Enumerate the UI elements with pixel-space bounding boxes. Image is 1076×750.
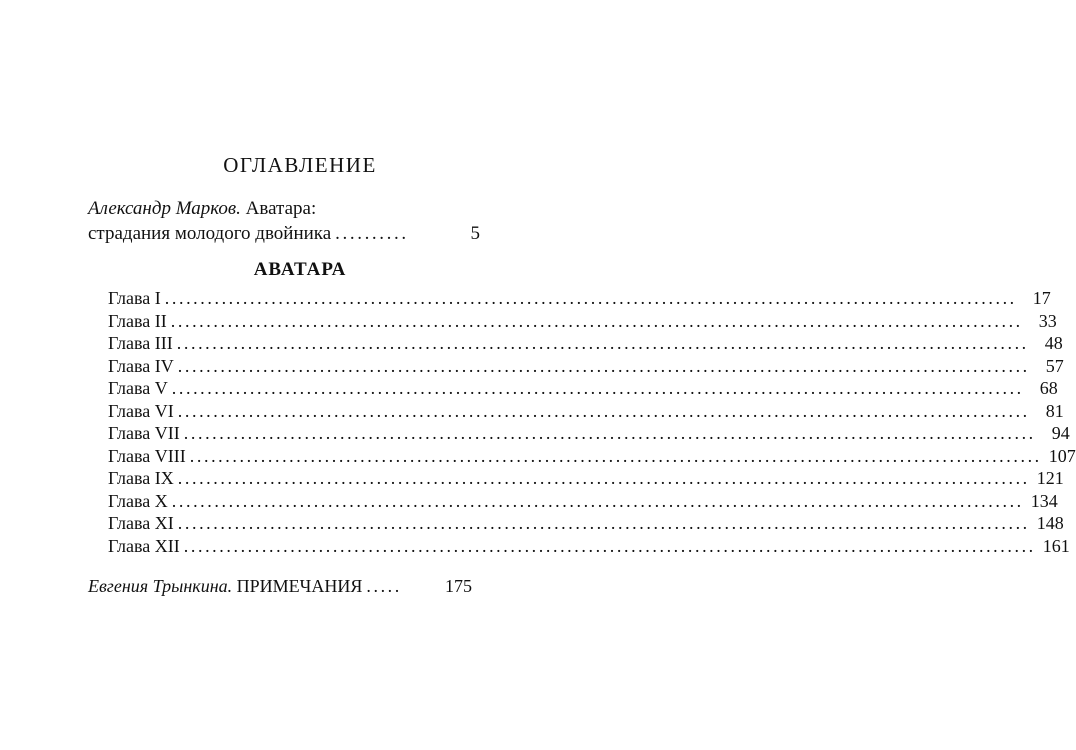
chapter-leader: ........................................................................................................................ — [171, 378, 1024, 398]
chapter-label: Глава II — [108, 310, 167, 331]
chapter-label: Глава VI — [108, 400, 174, 421]
toc-entry-intro — [88, 196, 480, 246]
chapter-label: Глава VII — [108, 423, 180, 443]
chapter-leader: ........................................................................................................................ — [177, 468, 1030, 488]
chapter-list — [108, 287, 1076, 557]
chapter-row — [108, 422, 1070, 445]
notes-title: ПРИМЕЧАНИЯ — [236, 576, 363, 596]
chapter-row — [108, 445, 1076, 468]
chapter-label: Глава VIII — [108, 445, 186, 466]
chapter-page-number: 81 — [1045, 400, 1064, 421]
chapter-label: Глава XII — [108, 535, 180, 556]
chapter-leader: ........................................................................................................................ — [171, 490, 1024, 511]
chapter-leader: ........................................................................................................................ — [177, 513, 1030, 533]
page-title: ОГЛАВЛЕНИЕ — [223, 153, 377, 177]
notes-author: Евгения Трынкина. — [88, 576, 233, 596]
chapter-row — [108, 355, 1064, 378]
intro-title-line1: Аватара: — [245, 198, 317, 219]
chapter-page-number: 57 — [1045, 355, 1064, 376]
chapter-leader: ........................................................................................................................ — [170, 310, 1023, 331]
chapter-label: Глава XI — [108, 513, 174, 533]
chapter-row — [108, 287, 1051, 310]
intro-line-1 — [88, 196, 480, 221]
chapter-row — [108, 512, 1064, 535]
chapter-row — [108, 332, 1063, 355]
chapter-leader: ........................................................................................................................ — [177, 400, 1030, 421]
chapter-row — [108, 310, 1057, 333]
intro-page-number: 5 — [470, 223, 480, 244]
intro-leader: .......... — [335, 223, 409, 244]
chapter-page-number: 33 — [1038, 310, 1057, 331]
notes-leader: ..... — [366, 576, 402, 596]
chapter-leader: ........................................................................................................................ — [183, 535, 1036, 556]
chapter-label: Глава IV — [108, 355, 174, 376]
intro-author: Александр Марков. — [88, 198, 241, 219]
notes-page-number: 175 — [445, 576, 472, 596]
intro-line-2 — [88, 221, 480, 246]
chapter-page-number: 161 — [1042, 535, 1070, 556]
chapter-row — [108, 467, 1064, 490]
chapter-label: Глава III — [108, 333, 173, 353]
intro-title-line2: страдания молодого двойника — [88, 223, 332, 244]
chapter-page-number: 148 — [1036, 513, 1064, 533]
chapter-row — [108, 490, 1058, 513]
chapter-leader: ........................................................................................................................ — [164, 288, 1017, 308]
notes-label — [88, 574, 362, 598]
chapter-label: Глава I — [108, 288, 161, 308]
chapter-page-number: 107 — [1048, 445, 1076, 466]
chapter-row — [108, 400, 1064, 423]
chapter-leader: ........................................................................................................................ — [189, 445, 1042, 466]
chapter-page-number: 121 — [1036, 468, 1064, 488]
chapter-leader: ........................................................................................................................ — [177, 355, 1030, 376]
chapter-page-number: 68 — [1039, 378, 1058, 398]
chapter-leader: ........................................................................................................................ — [183, 423, 1036, 443]
chapter-row — [108, 535, 1070, 558]
toc-entry-notes — [88, 574, 472, 598]
chapter-label: Глава IX — [108, 468, 174, 488]
chapter-page-number: 17 — [1032, 288, 1051, 308]
chapter-page-number: 94 — [1051, 423, 1070, 443]
chapter-row — [108, 377, 1058, 400]
chapter-label: Глава V — [108, 378, 168, 398]
chapter-leader: ........................................................................................................................ — [176, 333, 1029, 353]
chapter-page-number: 48 — [1044, 333, 1063, 353]
chapter-page-number: 134 — [1030, 490, 1058, 511]
section-title: АВАТАРА — [253, 259, 347, 280]
chapter-label: Глава X — [108, 490, 168, 511]
